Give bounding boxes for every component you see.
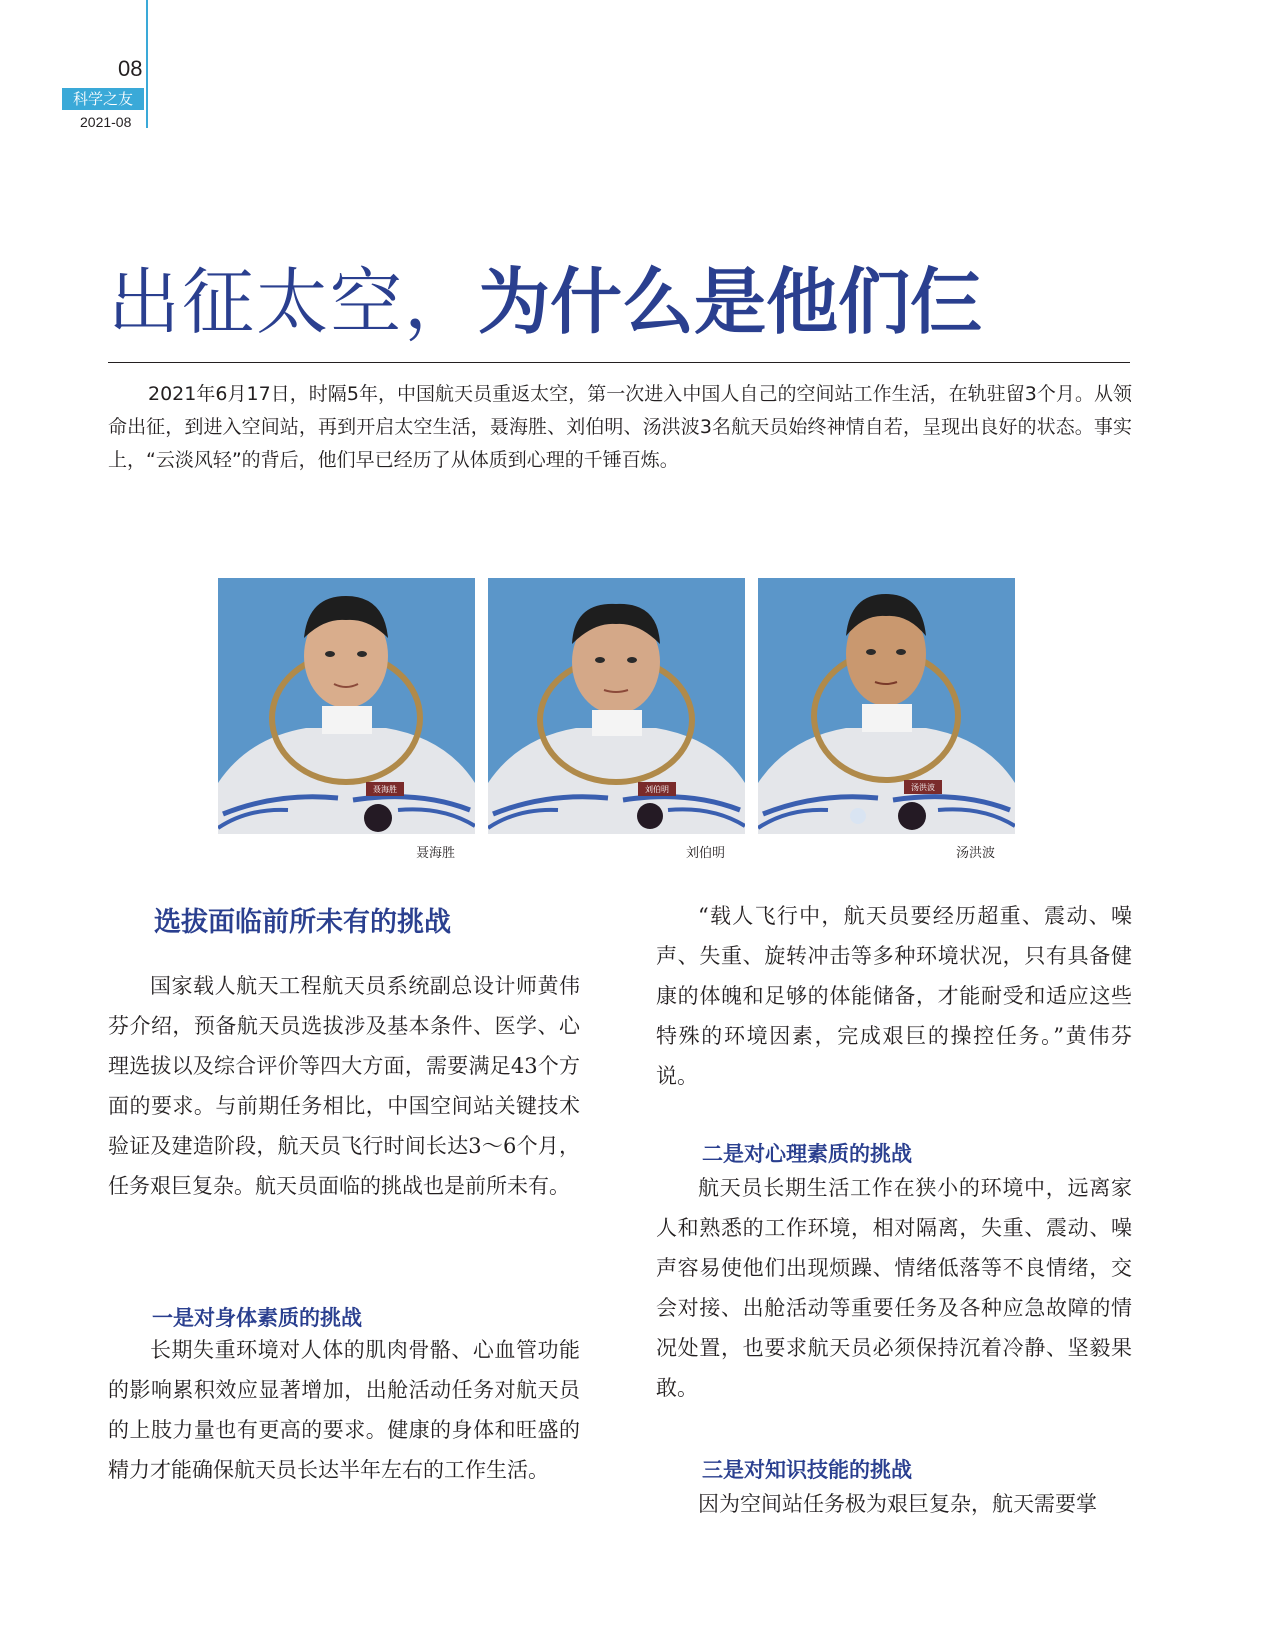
psychological-paragraph: 航天员长期生活工作在狭小的环境中，远离家人和熟悉的工作环境，相对隔离，失重、震动、噪声容易使他们出现烦躁、情绪低落等不良情绪，交会对接、出舱活动等重要任务及各种应急故障的情况处置，也要求航天员必须保持沉着冷静、坚毅果敢。: [656, 1176, 1132, 1400]
magazine-name-badge: 科学之友: [62, 88, 144, 110]
astronaut-portrait-image: [488, 578, 745, 834]
astronaut-photo-1: [218, 578, 475, 861]
lead-paragraph: 2021年6月17日，时隔5年，中国航天员重返太空，第一次进入中国人自己的空间站工作生活，在轨驻留3个月。从领命出征，到进入空间站，再到开启太空生活，聂海胜、刘伯明、汤洪波3名航天员始终神情自若，呈现出良好的状态。事实上，“云淡风轻”的背后，他们早已经历了从体质到心理的千锤百炼。: [108, 383, 1132, 471]
astronaut-photo-2: [488, 578, 745, 861]
intro-paragraph: 国家载人航天工程航天员系统副总设计师黄伟芬介绍，预备航天员选拔涉及基本条件、医学、心理选拔以及综合评价等四大方面，需要满足43个方面的要求。与前期任务相比，中国空间站关键技术验证及建造阶段，航天员飞行时间长达3～6个月，任务艰巨复杂。航天员面临的挑战也是前所未有。: [108, 974, 580, 1198]
quote-paragraph: “载人飞行中，航天员要经历超重、震动、噪声、失重、旋转冲击等多种环境状况，只有具备健康的体魄和足够的体能储备，才能耐受和适应这些特殊的环境因素，完成艰巨的操控任务。”黄伟芬说。: [656, 904, 1132, 1088]
section-heading: 选拔面临前所未有的挑战: [154, 907, 451, 938]
article-title: [108, 262, 982, 342]
astronaut-portrait-image: [758, 578, 1015, 834]
photo-caption-2: 刘伯明: [685, 846, 725, 861]
header-divider: [146, 0, 148, 128]
name-badge-3: 汤洪波: [911, 783, 935, 792]
astronaut-portrait-image: [218, 578, 475, 834]
knowledge-paragraph: 因为空间站任务极为艰巨复杂，航天需要掌: [698, 1492, 1097, 1516]
photo-caption-1: 聂海胜: [415, 846, 455, 861]
astronaut-photos: [218, 578, 1018, 861]
subheading-physical: 一是对身体素质的挑战: [152, 1306, 362, 1330]
title-rule: [108, 362, 1130, 363]
name-badge-2: 刘伯明: [645, 785, 669, 794]
astronaut-photo-3: [758, 578, 1015, 861]
name-badge-1: 聂海胜: [373, 785, 397, 794]
title-bold-part: 为什么是他们仨: [478, 260, 983, 344]
title-light-part: 出征太空，: [108, 260, 479, 344]
page-number: 08: [118, 56, 143, 81]
photo-caption-3: 汤洪波: [955, 846, 995, 861]
physical-paragraph: 长期失重环境对人体的肌肉骨骼、心血管功能的影响累积效应显著增加，出舱活动任务对航天员的上肢力量也有更高的要求。健康的身体和旺盛的精力才能确保航天员长达半年左右的工作生活。: [108, 1338, 580, 1482]
subheading-knowledge: 三是对知识技能的挑战: [702, 1458, 912, 1482]
issue-date: 2021-08: [80, 114, 132, 130]
subheading-psychological: 二是对心理素质的挑战: [702, 1142, 912, 1166]
